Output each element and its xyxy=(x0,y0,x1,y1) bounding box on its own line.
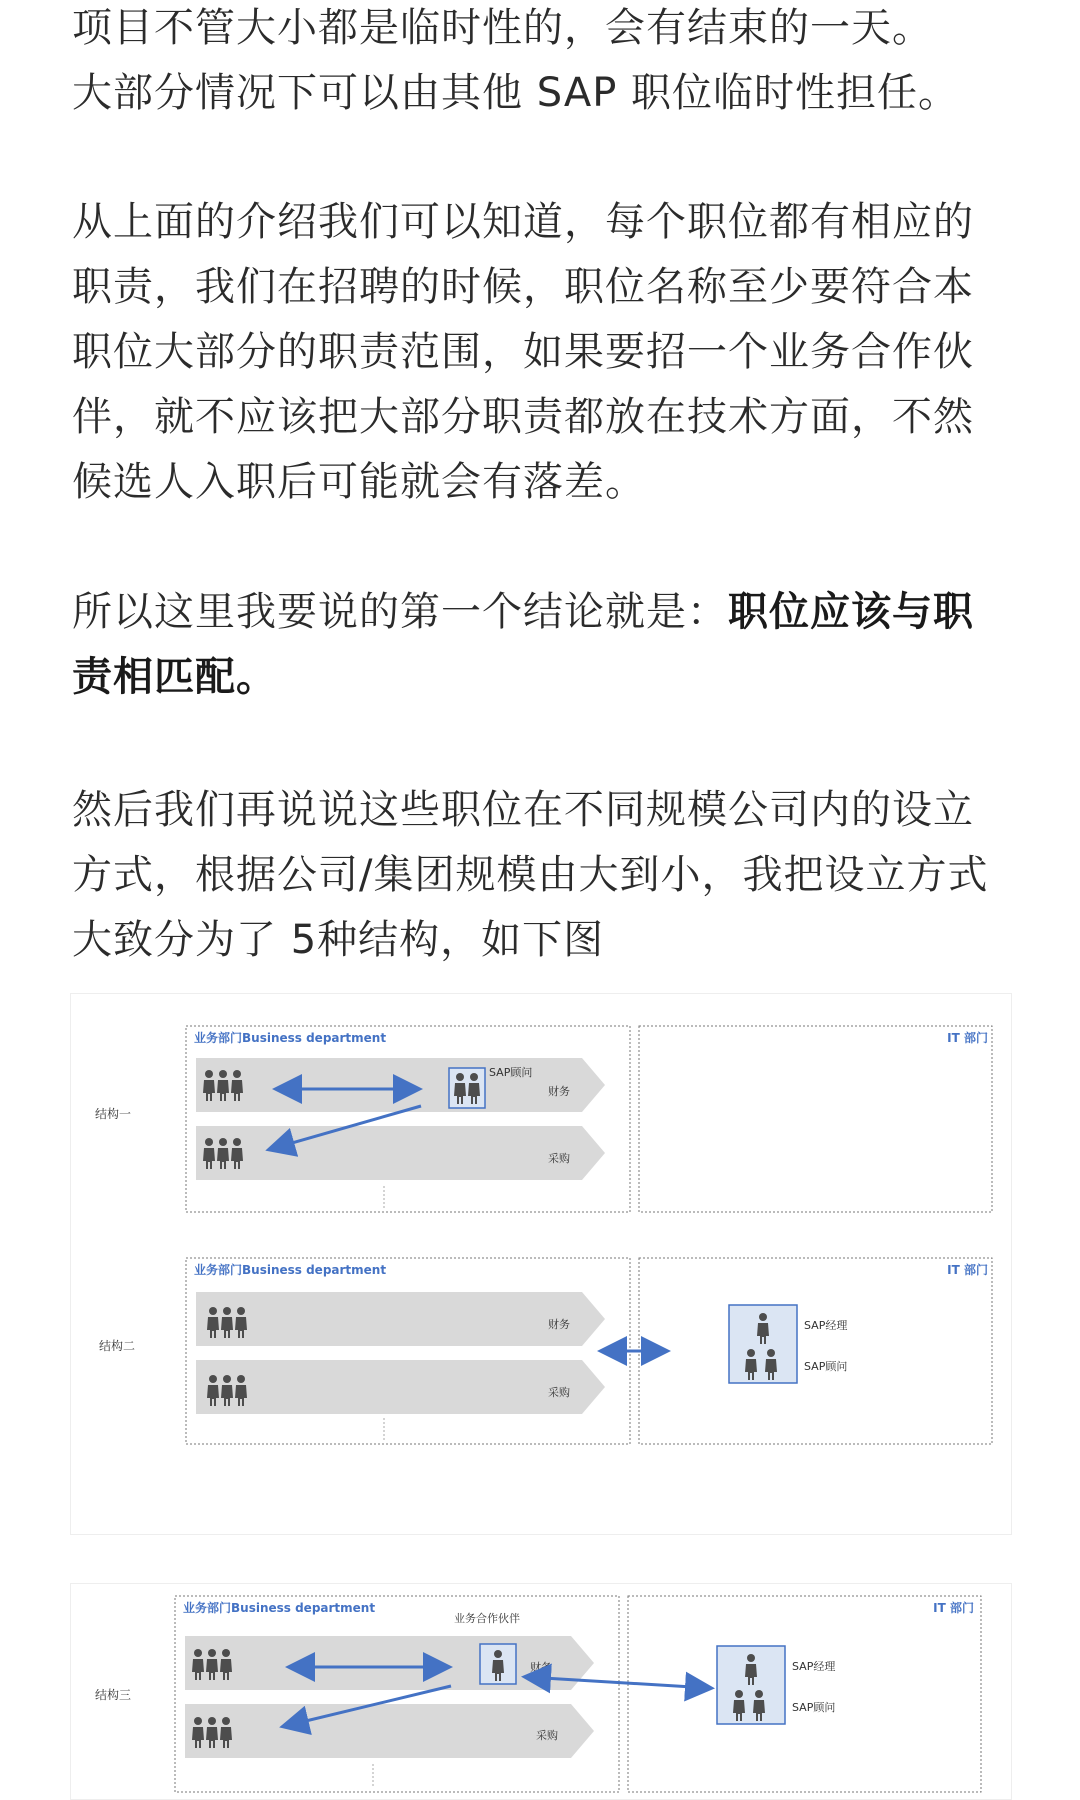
figure-structures-1-2 xyxy=(70,993,1012,1535)
business-dept-label-2: 业务部门Business department xyxy=(194,1263,387,1277)
sap-manager-label-2: SAP经理 xyxy=(804,1319,848,1332)
sap-manager-label-3: SAP经理 xyxy=(792,1660,836,1673)
structure-diagram-3 xyxy=(71,1584,1011,1799)
structure-1-label: 结构一 xyxy=(95,1107,132,1121)
it-dept-box-2 xyxy=(639,1258,992,1444)
business-dept-box-3 xyxy=(175,1596,619,1792)
structure-2-label: 结构二 xyxy=(99,1339,136,1353)
business-dept-box-2 xyxy=(186,1258,630,1444)
sap-consultant-label-3: SAP顾问 xyxy=(792,1701,836,1714)
paragraph-1-line-2: 大部分情况下可以由其他 SAP 职位临时性担任。 xyxy=(72,70,960,116)
business-dept-label-3: 业务部门Business department xyxy=(183,1601,376,1615)
sap-consultant-label-2: SAP顾问 xyxy=(804,1360,848,1373)
it-dept-label-1: IT 部门 xyxy=(947,1031,988,1045)
figure-structure-3 xyxy=(70,1583,1012,1800)
sap-consultant-label-1: SAP顾问 xyxy=(489,1066,533,1079)
paragraph-3-conclusion: 职位应该与职责相匹配。 xyxy=(72,589,974,700)
structure-diagram-1-2 xyxy=(71,994,1011,1534)
paragraph-3-text: 所以这里我要说的第一个结论就是： xyxy=(72,589,728,635)
business-partner-label: 业务合作伙伴 xyxy=(454,1612,520,1625)
finance-label-3: 财务 xyxy=(530,1661,552,1674)
purchasing-label-3: 采购 xyxy=(536,1729,558,1742)
business-dept-label-1: 业务部门Business department xyxy=(194,1031,387,1045)
finance-banner-2 xyxy=(196,1292,605,1346)
it-dept-label-3: IT 部门 xyxy=(933,1601,974,1615)
it-dept-label-2: IT 部门 xyxy=(947,1263,988,1277)
purchasing-label-2: 采购 xyxy=(548,1386,570,1399)
it-dept-box-1 xyxy=(639,1026,992,1212)
purchasing-label-1: 采购 xyxy=(548,1152,570,1165)
business-dept-box-1 xyxy=(186,1026,630,1212)
purchasing-banner-3 xyxy=(185,1704,594,1758)
paragraph-3 xyxy=(72,580,1012,710)
paragraph-4: 然后我们再说说这些职位在不同规模公司内的设立方式，根据公司/集团规模由大到小，我把设立方式大致分为了 5种结构，如下图 xyxy=(72,787,989,963)
finance-label-2: 财务 xyxy=(548,1318,570,1331)
structure-3-label: 结构三 xyxy=(95,1688,132,1702)
sap-consultant-box-1 xyxy=(449,1068,485,1108)
paragraph-2: 从上面的介绍我们可以知道，每个职位都有相应的职责，我们在招聘的时候，职位名称至少要符合本职位大部分的职责范围，如果要招一个业务合作伙伴，就不应该把大部分职责都放在技术方面，不然候选人入职后可能就会有落差。 xyxy=(72,199,974,505)
it-dept-box-3 xyxy=(628,1596,981,1792)
paragraph-1-line-1: 项目不管大小都是临时性的，会有结束的一天。 xyxy=(72,5,933,51)
purchasing-banner-2 xyxy=(196,1360,605,1414)
purchasing-banner-1 xyxy=(196,1126,605,1180)
finance-label-1: 财务 xyxy=(548,1085,570,1098)
paragraph-1 xyxy=(72,0,1012,126)
finance-banner-1 xyxy=(196,1058,605,1112)
